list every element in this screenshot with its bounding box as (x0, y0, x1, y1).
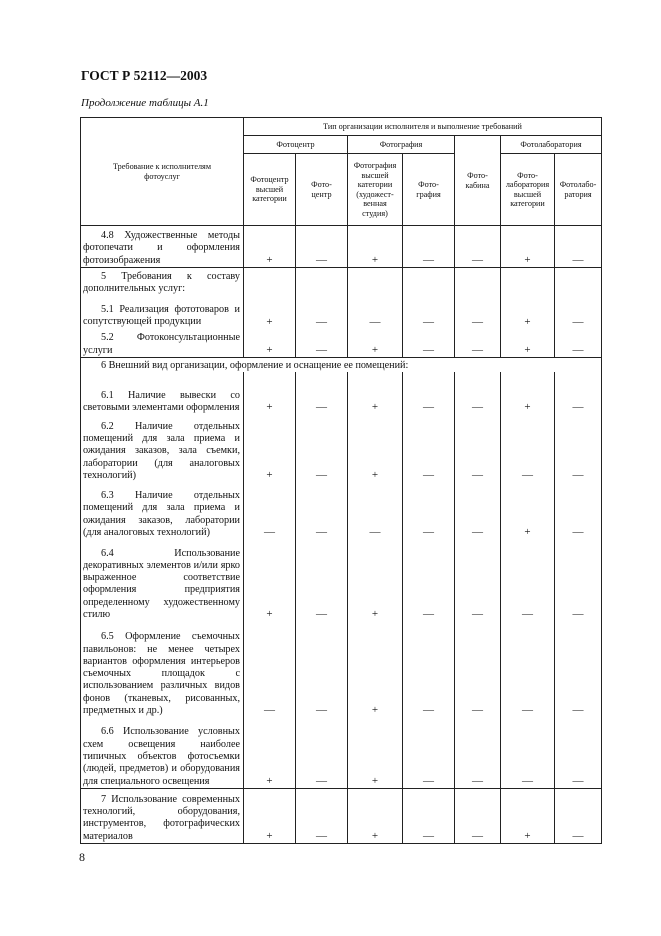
value-cell: + (501, 372, 555, 414)
page-number: 8 (79, 850, 85, 864)
value-cell: — (403, 621, 455, 717)
requirement-cell: 4.8 Художественные методы фотопечати и оформления фотоизображения (81, 226, 244, 268)
requirement-cell: 6.4 Использование декоративных элементов и/или ярко выраженное соответствие оформления предприятия определенному художественному стилю (81, 539, 244, 621)
page-header: ГОСТ Р 52112—2003 (81, 68, 208, 83)
value-cell: — (455, 717, 501, 788)
value-cell: — (403, 296, 455, 329)
value-cell: + (348, 717, 403, 788)
table-row (81, 788, 602, 843)
value-cell: — (403, 329, 455, 358)
value-cell: — (455, 414, 501, 482)
value-cell: — (555, 621, 602, 717)
requirements-table (80, 117, 602, 844)
header-col-photocenter: Фото-центр (296, 154, 348, 226)
value-cell: + (244, 539, 296, 621)
value-cell: + (501, 788, 555, 843)
value-cell: — (296, 621, 348, 717)
header-col-photography-top: Фотография высшей категории (художест-венная студия) (348, 154, 403, 226)
value-cell: — (296, 717, 348, 788)
value-cell: — (403, 226, 455, 268)
value-cell: + (244, 414, 296, 482)
value-cell: + (501, 296, 555, 329)
value-cell: + (348, 226, 403, 268)
table-row (81, 717, 602, 788)
value-cell: — (455, 296, 501, 329)
header-col-photography: Фото-графия (403, 154, 455, 226)
value-cell: — (296, 329, 348, 358)
table-row (81, 226, 602, 268)
value-cell: — (455, 621, 501, 717)
value-cell: — (555, 226, 602, 268)
value-cell: + (348, 539, 403, 621)
value-cell: — (403, 788, 455, 843)
value-cell: — (244, 621, 296, 717)
value-cell: + (244, 788, 296, 843)
value-cell: — (403, 539, 455, 621)
value-cell (455, 268, 501, 296)
value-cell: + (501, 482, 555, 539)
header-col-photolab: Фотолабо-ратория (555, 154, 602, 226)
value-cell (296, 268, 348, 296)
value-cell: — (348, 482, 403, 539)
header-col-photocenter-top: Фотоцентр высшей категории (244, 154, 296, 226)
value-cell (348, 268, 403, 296)
table-row (81, 414, 602, 482)
table-row (81, 268, 602, 296)
value-cell: — (455, 372, 501, 414)
value-cell (403, 268, 455, 296)
value-cell: — (555, 788, 602, 843)
requirement-cell: 6.2 Наличие отдельных помещений для зала приема и ожидания заказов, зала съемки, лаборатории (для аналоговых технологий) (81, 414, 244, 482)
value-cell: — (501, 717, 555, 788)
value-cell: — (455, 226, 501, 268)
value-cell: + (348, 372, 403, 414)
value-cell: + (348, 621, 403, 717)
value-cell: + (348, 329, 403, 358)
requirement-cell: 6.5 Оформление съемочных павильонов: не менее четырех вариантов оформления интерьеров съемочных площадок с использованием различных видов фонов (тканевых, рисованных, предметных и др.) (81, 621, 244, 717)
value-cell: — (296, 414, 348, 482)
value-cell: + (348, 788, 403, 843)
value-cell: — (403, 414, 455, 482)
value-cell: — (555, 717, 602, 788)
header-group-photocenter: Фотоцентр (244, 136, 348, 154)
value-cell: — (296, 296, 348, 329)
value-cell: — (555, 329, 602, 358)
value-cell (244, 268, 296, 296)
value-cell: — (501, 621, 555, 717)
table-row (81, 329, 602, 358)
value-cell: + (244, 372, 296, 414)
requirement-cell: 5 Требования к составу дополнительных услуг: (81, 268, 244, 296)
value-cell: — (455, 482, 501, 539)
value-cell: — (455, 788, 501, 843)
section-6-title: 6 Внешний вид организации, оформление и оснащение ее помещений: (81, 358, 602, 373)
requirement-cell: 7 Использование современных технологий, оборудования, инструментов, фотографических материалов (81, 788, 244, 843)
value-cell: — (555, 482, 602, 539)
value-cell: — (403, 372, 455, 414)
header-col-photobooth: Фото-кабина (455, 136, 501, 226)
value-cell: — (348, 296, 403, 329)
value-cell: — (455, 329, 501, 358)
value-cell: — (296, 482, 348, 539)
value-cell: — (555, 539, 602, 621)
value-cell: — (244, 482, 296, 539)
requirement-cell: 5.1 Реализация фототоваров и сопутствующей продукции (81, 296, 244, 329)
value-cell: — (296, 372, 348, 414)
value-cell: — (555, 296, 602, 329)
value-cell: + (501, 226, 555, 268)
value-cell: + (501, 329, 555, 358)
value-cell: — (403, 717, 455, 788)
table-row (81, 296, 602, 329)
value-cell (501, 268, 555, 296)
header-group-photography: Фотография (348, 136, 455, 154)
value-cell: — (296, 539, 348, 621)
header-group-photolab: Фотолаборатория (501, 136, 602, 154)
header-org-type: Тип организации исполнителя и выполнение требований (244, 118, 602, 136)
requirement-cell: 5.2 Фотоконсультационные услуги (81, 329, 244, 358)
value-cell: — (455, 539, 501, 621)
value-cell: + (244, 717, 296, 788)
value-cell: — (296, 788, 348, 843)
requirement-cell: 6.1 Наличие вывески со световыми элементами оформления (81, 372, 244, 414)
value-cell: — (501, 414, 555, 482)
requirement-cell: 6.3 Наличие отдельных помещений для зала приема и ожидания заказов, лаборатории (для аналоговых технологий) (81, 482, 244, 539)
value-cell: + (244, 226, 296, 268)
value-cell: + (348, 414, 403, 482)
table-row (81, 482, 602, 539)
table-row (81, 621, 602, 717)
requirement-cell: 6.6 Использование условных схем освещения наиболее типичных объектов фотосъемки (людей, предметов) и оборудования для специального освещения (81, 717, 244, 788)
header-col-photolab-top: Фото-лаборатория высшей категории (501, 154, 555, 226)
value-cell: — (501, 539, 555, 621)
value-cell: — (403, 482, 455, 539)
value-cell (555, 268, 602, 296)
header-requirement: Требование к исполнителям фотоуслуг (81, 118, 244, 226)
section-row (81, 358, 602, 373)
table-row (81, 372, 602, 414)
table-row (81, 539, 602, 621)
value-cell: + (244, 329, 296, 358)
value-cell: — (555, 372, 602, 414)
table-caption: Продолжение таблицы А.1 (81, 97, 209, 109)
value-cell: — (555, 414, 602, 482)
value-cell: — (296, 226, 348, 268)
value-cell: + (244, 296, 296, 329)
